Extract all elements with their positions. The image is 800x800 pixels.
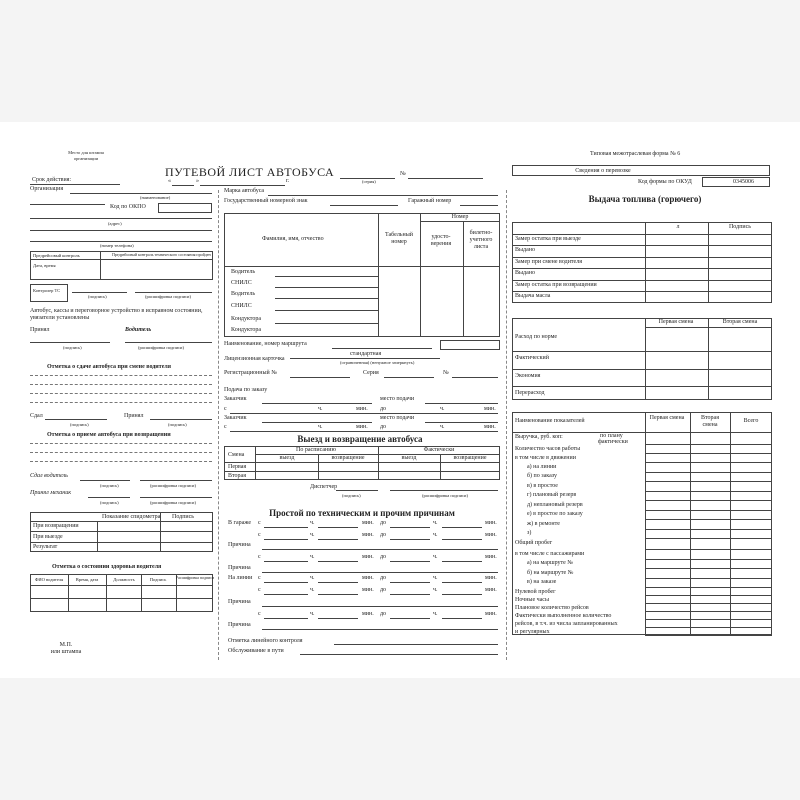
indicators-row-line bbox=[645, 453, 772, 454]
order-min-3: мин. bbox=[356, 424, 368, 430]
form-title: ПУТЕВОЙ ЛИСТ АВТОБУСА bbox=[165, 165, 335, 179]
indicators-row-line bbox=[645, 472, 772, 473]
idle-min-line bbox=[442, 582, 482, 583]
indicators-row-label: б) по заказу bbox=[527, 473, 558, 479]
idle-time-part: мин. bbox=[485, 587, 497, 593]
dispatcher-decoding-caption: (расшифровка подписи) bbox=[422, 493, 468, 498]
accepted-label: Принял bbox=[30, 327, 50, 333]
idle-row-label: Причина bbox=[228, 599, 251, 605]
idle-hour-line bbox=[264, 582, 308, 583]
validity-close-quote: » bbox=[196, 178, 199, 184]
idle-hour-line bbox=[390, 594, 430, 595]
exit-fact-out: выезд bbox=[401, 455, 417, 461]
idle-time-part: ч. bbox=[310, 554, 315, 560]
idle-reason-line bbox=[262, 572, 498, 573]
crew-col-cert: удосто-верения bbox=[430, 234, 452, 247]
handover-title: Отметка о сдаче автобуса при смене водителя bbox=[47, 364, 171, 370]
health-title: Отметка о состоянии здоровья водителя bbox=[52, 564, 162, 570]
indicators-row-line bbox=[645, 559, 772, 560]
indicators-row-line bbox=[645, 619, 772, 620]
accepted-mechanic-label: Принял механик bbox=[30, 490, 71, 496]
idle-min-line bbox=[318, 594, 358, 595]
idle-hour-line bbox=[264, 539, 308, 540]
indicators-row-label: д) неплановый резерв bbox=[527, 501, 583, 508]
state-number-label: Государственный номерной знак bbox=[224, 198, 308, 204]
indicators-row-label: в) на заказе bbox=[527, 579, 557, 585]
revenue-plan-label: по плану bbox=[600, 432, 623, 439]
idle-min-line bbox=[318, 561, 358, 562]
idle-time-part: с bbox=[258, 587, 261, 593]
indicators-row-label: б) на маршруте № bbox=[527, 569, 574, 576]
org-name-caption: (наименование) bbox=[140, 195, 171, 200]
indicators-row-line bbox=[645, 587, 772, 588]
idle-min-line bbox=[318, 582, 358, 583]
license-label: Лицензионная карточка bbox=[224, 356, 285, 362]
crew-row-conductor-1: Кондуктора bbox=[231, 316, 262, 322]
exit-sched-out: выезд bbox=[279, 455, 295, 461]
reg-num-label: Регистрационный № bbox=[224, 370, 277, 376]
controller-box bbox=[30, 284, 68, 302]
idle-min-line bbox=[318, 539, 358, 540]
consumption-col-first: Первая смена bbox=[658, 319, 694, 325]
crew-row-driver-1: Водитель bbox=[231, 269, 256, 275]
indicators-row-line bbox=[645, 462, 772, 463]
indicators-row-label: а) на линии bbox=[527, 463, 557, 470]
idle-min-line bbox=[442, 539, 482, 540]
indicators-row-line bbox=[645, 491, 772, 492]
dispatcher-label: Диспетчер bbox=[310, 484, 338, 490]
idle-row-label: Причина bbox=[228, 565, 251, 571]
indicators-row-line bbox=[645, 578, 772, 579]
fuel-title: Выдача топлива (горючего) bbox=[588, 194, 702, 204]
health-col-position: Должность bbox=[113, 577, 135, 582]
accepted-signature-caption: (подпись) bbox=[63, 345, 82, 350]
handed-label: Сдал bbox=[30, 413, 43, 419]
validity-year: г. bbox=[286, 178, 290, 184]
indicators-row-label: в том числе в движении bbox=[515, 454, 576, 461]
idle-reason-line bbox=[262, 606, 498, 607]
revenue-fact-label: фактически bbox=[598, 439, 628, 445]
reg-series-label: Серия bbox=[363, 370, 379, 376]
order-hour-2: ч. bbox=[440, 406, 445, 412]
fuel-row-line bbox=[512, 268, 772, 269]
okud-label: Код формы по ОКУД bbox=[638, 179, 692, 185]
exit-col-shift: Смена bbox=[228, 452, 245, 458]
idle-hour-line bbox=[390, 539, 430, 540]
indicators-col-total: Всего bbox=[743, 418, 759, 424]
idle-time-part: с bbox=[258, 575, 261, 581]
crew-row-snils-2: СНИЛС bbox=[231, 303, 252, 309]
idle-time-part: до bbox=[380, 520, 387, 526]
indicators-row-label: и регулярных bbox=[515, 628, 550, 635]
idle-time-part: мин. bbox=[485, 554, 497, 560]
idle-time-part: ч. bbox=[310, 575, 315, 581]
idle-min-line bbox=[442, 561, 482, 562]
idle-hour-line bbox=[390, 582, 430, 583]
idle-reason-line bbox=[262, 549, 498, 550]
fuel-row-line bbox=[512, 257, 772, 258]
dispatcher-signature-caption: (подпись) bbox=[342, 493, 361, 498]
fuel-row-line bbox=[512, 280, 772, 281]
idle-min-line bbox=[318, 618, 358, 619]
order-hour-1: ч. bbox=[318, 406, 323, 412]
linear-control-label: Отметка линейного контроля bbox=[228, 638, 303, 644]
idle-time-part: мин. bbox=[362, 575, 374, 581]
order-to-2: до bbox=[380, 424, 387, 430]
indicators-row-label: Фактически выполненное количество bbox=[515, 612, 612, 619]
order-to-1: до bbox=[380, 406, 387, 412]
order-hour-4: ч. bbox=[440, 424, 445, 430]
indicators-row-line bbox=[645, 611, 772, 612]
accepted2-label: Принял bbox=[124, 413, 144, 419]
indicators-row-label: а) на маршруте № bbox=[527, 560, 574, 566]
okpo-label: Код по ОКПО bbox=[110, 204, 146, 210]
indicators-row-label: з) bbox=[527, 530, 532, 536]
idle-time-part: ч. bbox=[433, 587, 438, 593]
consumption-col-second: Вторая смена bbox=[722, 319, 758, 325]
fuel-row-label: Выдано bbox=[515, 270, 535, 276]
bus-ok-text: Автобус, кассы и переговорное устройство в исправном состоянии, увязатели установлены bbox=[30, 308, 203, 321]
pretrip-label: Предрейсовый контроль bbox=[33, 253, 80, 258]
indicators-row-line bbox=[645, 549, 772, 550]
order-from-1: с bbox=[224, 406, 227, 412]
speedo-header: Показание спидометра bbox=[102, 514, 161, 520]
consumption-row-label: Фактический bbox=[515, 355, 549, 361]
indicators-row-line bbox=[645, 529, 772, 530]
fuel-row-label: Выдано bbox=[515, 247, 535, 253]
indicators-col-first: Первая смена bbox=[649, 415, 685, 421]
idle-hour-line bbox=[264, 618, 308, 619]
mp-label: М.П. bbox=[59, 642, 73, 648]
controller-signature-caption: (подпись) bbox=[88, 294, 107, 299]
indicators-col-second: Вторая смена bbox=[701, 415, 719, 428]
route-label: Наименование, номер маршрута bbox=[224, 341, 307, 347]
indicators-row-label: Общий пробег bbox=[515, 539, 553, 546]
organization-label: Организация bbox=[30, 186, 64, 192]
customer-label-1: Заказчик bbox=[224, 396, 247, 402]
fuel-row-label: Выдача масла bbox=[515, 293, 551, 299]
garage-number-label: Гаражный номер bbox=[408, 198, 452, 204]
exit-row-second: Вторая bbox=[228, 473, 246, 479]
consumption-col-line bbox=[645, 318, 646, 400]
fuel-col-liters: л bbox=[676, 224, 680, 230]
okud-code-box bbox=[702, 177, 770, 187]
idle-time-part: до bbox=[380, 554, 387, 560]
idle-time-part: ч. bbox=[433, 554, 438, 560]
handed-signature-caption: (подпись) bbox=[70, 422, 89, 427]
indicators-row-line bbox=[645, 481, 772, 482]
idle-time-part: ч. bbox=[433, 520, 438, 526]
return-title: Отметка о приеме автобуса при возвращении bbox=[47, 432, 171, 438]
idle-time-part: до bbox=[380, 611, 387, 617]
driver-label: Водитель bbox=[125, 327, 152, 333]
indicators-row-label: е) в простое по заказу bbox=[527, 511, 583, 517]
idle-time-part: с bbox=[258, 532, 261, 538]
idle-time-part: мин. bbox=[362, 554, 374, 560]
indicators-row-label: в) в простое bbox=[527, 482, 558, 489]
validity-open-quote: « bbox=[168, 178, 171, 184]
series-caption: (серия) bbox=[362, 179, 376, 184]
driver-return-decoding-caption: (расшифровка подписи) bbox=[150, 483, 196, 488]
idle-time-part: мин. bbox=[362, 532, 374, 538]
idle-time-part: ч. bbox=[310, 520, 315, 526]
indicators-col-line bbox=[645, 412, 646, 635]
idle-min-line bbox=[442, 527, 482, 528]
indicators-row-label: Нулевой пробег bbox=[515, 588, 556, 595]
health-col-decoding: Расшифровка подписи bbox=[175, 575, 215, 580]
idle-time-part: мин. bbox=[362, 587, 374, 593]
license-standard: стандартная bbox=[350, 351, 382, 357]
stamp-place-label-2: организации bbox=[73, 156, 99, 161]
idle-time-part: ч. bbox=[310, 587, 315, 593]
indicators-row-label: ж) в ремонте bbox=[527, 520, 560, 527]
indicators-row-line bbox=[645, 603, 772, 604]
idle-time-part: до bbox=[380, 587, 387, 593]
order-min-1: мин. bbox=[356, 406, 368, 412]
fuel-row-label: Замер остатка при выезде bbox=[515, 235, 581, 242]
exit-sched-return: возвращение bbox=[331, 455, 365, 461]
idle-time-part: с bbox=[258, 611, 261, 617]
idle-row-label: Причина bbox=[228, 622, 251, 628]
waybill-form bbox=[0, 122, 800, 678]
indicators-row-line bbox=[645, 538, 772, 539]
driver-return-signature-caption: (подпись) bbox=[100, 483, 119, 488]
consumption-row-label: Расход по норме bbox=[515, 334, 558, 340]
consumption-row-line bbox=[512, 369, 772, 370]
idle-hour-line bbox=[390, 561, 430, 562]
license-limited: (ограниченная) (ненужное зачеркнуть) bbox=[340, 360, 415, 365]
crew-row-conductor-2: Кондуктора bbox=[231, 327, 262, 333]
stamp-label: или штампа bbox=[50, 649, 82, 655]
exit-col-schedule: По расписанию bbox=[296, 447, 336, 453]
idle-time-part: мин. bbox=[485, 532, 497, 538]
consumption-row-line bbox=[512, 351, 772, 352]
form-type: Типовая межотраслевая форма № 6 bbox=[590, 151, 681, 157]
idle-min-line bbox=[442, 618, 482, 619]
validity-label: Срок действия: bbox=[32, 177, 72, 183]
idle-time-part: ч. bbox=[310, 532, 315, 538]
crew-col-tab: Табельный номер bbox=[385, 232, 413, 245]
indicators-col-line bbox=[730, 412, 731, 635]
idle-row-label: На линии bbox=[228, 575, 253, 581]
health-col-fio: ФИО водителя bbox=[34, 577, 64, 582]
crew-row-driver-2: Водитель bbox=[231, 291, 256, 297]
carrier-info-box[interactable] bbox=[512, 165, 770, 176]
accepted2-signature-caption: (подпись) bbox=[168, 422, 187, 427]
indicators-row-label: в том числе с пассажирами bbox=[515, 550, 585, 557]
okpo-box[interactable] bbox=[158, 203, 212, 213]
idle-time-part: мин. bbox=[362, 520, 374, 526]
indicators-row-line bbox=[645, 500, 772, 501]
place-label-2: место подачи bbox=[380, 415, 415, 421]
order-from-2: с bbox=[224, 424, 227, 430]
idle-time-part: ч. bbox=[433, 611, 438, 617]
idle-hour-line bbox=[390, 618, 430, 619]
idle-row-label: В гараже bbox=[228, 520, 252, 526]
crew-col-ticket: билетно-учетного листа bbox=[469, 230, 493, 250]
date-time-label: Дата, время bbox=[33, 263, 56, 268]
consumption-header-line bbox=[645, 327, 772, 328]
idle-hour-line bbox=[390, 527, 430, 528]
controller-label: Контролер ТС bbox=[33, 288, 61, 293]
fuel-row-line bbox=[512, 291, 772, 292]
indicators-row-line bbox=[645, 444, 772, 445]
handed-driver-label: Сдал водитель bbox=[30, 473, 68, 479]
idle-time-part: до bbox=[380, 532, 387, 538]
indicators-row-line bbox=[645, 627, 772, 628]
idle-hour-line bbox=[264, 594, 308, 595]
idle-time-part: мин. bbox=[362, 611, 374, 617]
speedo-row-return: При возвращении bbox=[33, 523, 79, 529]
fuel-row-label: Замер при смене водителя bbox=[515, 258, 582, 265]
idle-min-line bbox=[318, 527, 358, 528]
indicators-row-label: рейсов, в т.ч. из числа запланированных bbox=[515, 620, 618, 627]
indicators-col-line bbox=[690, 412, 691, 635]
indicators-row-label: г) плановый резерв bbox=[527, 492, 577, 498]
idle-time-part: ч. bbox=[433, 532, 438, 538]
place-label-1: место подачи bbox=[380, 396, 415, 402]
indicators-row-label: Ночные часы bbox=[515, 596, 549, 603]
idle-min-line bbox=[442, 594, 482, 595]
idle-hour-line bbox=[264, 561, 308, 562]
carrier-info-label: Сведения о перевозке bbox=[575, 168, 631, 174]
speedo-row-result: Результат bbox=[33, 544, 58, 550]
indicators-row-line bbox=[645, 510, 772, 511]
bus-brand-label: Марка автобуса bbox=[224, 188, 265, 194]
fuel-col-signature: Подпись bbox=[728, 224, 752, 230]
fuel-row-line bbox=[512, 234, 772, 235]
indicators-row-line bbox=[645, 568, 772, 569]
indicators-row-label: Выручка, руб. коп: bbox=[515, 433, 563, 440]
idle-hour-line bbox=[264, 527, 308, 528]
fuel-row-label: Замер остатка при возвращении bbox=[515, 281, 597, 288]
customer-label-2: Заказчик bbox=[224, 415, 247, 421]
idle-row-label: Причина bbox=[228, 542, 251, 548]
idle-title: Простой по техническим и прочим причинам bbox=[269, 508, 455, 518]
health-col-signature: Подпись bbox=[149, 577, 167, 582]
accepted-decoding-caption: (расшифровка подписи) bbox=[138, 345, 184, 350]
indicators-row-label: Количество часов работы bbox=[515, 445, 581, 452]
idle-reason-line bbox=[262, 629, 498, 630]
road-service-label: Обслуживание в пути bbox=[228, 648, 284, 654]
consumption-col-line bbox=[708, 318, 709, 400]
reg-num-sign: № bbox=[443, 370, 449, 376]
fuel-row-line bbox=[512, 245, 772, 246]
crew-col-number: Номер bbox=[451, 214, 469, 220]
route-number-box[interactable] bbox=[440, 340, 500, 350]
indicators-row-line bbox=[645, 519, 772, 520]
indicators-col-name: Наименование показателей bbox=[515, 418, 585, 424]
exit-row-first: Первая bbox=[228, 464, 247, 470]
idle-time-part: ч. bbox=[310, 611, 315, 617]
address-caption: (адрес) bbox=[108, 221, 122, 226]
exit-col-fact: Фактически bbox=[423, 447, 455, 453]
consumption-row-line bbox=[512, 386, 772, 387]
idle-time-part: мин. bbox=[485, 611, 497, 617]
pretech-label: Предрейсовый контроль технического состояния пройден bbox=[112, 252, 211, 257]
controller-decoding-caption: (расшифровка подписи) bbox=[145, 294, 191, 299]
exit-fact-return: возвращение bbox=[453, 455, 487, 461]
number-sign: № bbox=[400, 171, 406, 177]
idle-time-part: мин. bbox=[485, 520, 497, 526]
okud-code: 0345006 bbox=[733, 179, 754, 185]
exit-title: Выезд и возвращение автобуса bbox=[297, 434, 423, 444]
health-col-time: Время, дата bbox=[75, 577, 99, 582]
phone-caption: (номер телефона) bbox=[100, 243, 134, 248]
consumption-table-box bbox=[512, 318, 772, 400]
mechanic-decoding-caption: (расшифровка подписи) bbox=[150, 500, 196, 505]
speedo-row-exit: При выезде bbox=[33, 534, 63, 540]
consumption-row-label: Экономия bbox=[515, 373, 541, 379]
idle-time-part: ч. bbox=[433, 575, 438, 581]
crew-table bbox=[224, 213, 500, 337]
indicators-row-line bbox=[645, 635, 772, 636]
crew-row-snils-1: СНИЛС bbox=[231, 280, 252, 286]
order-hour-3: ч. bbox=[318, 424, 323, 430]
idle-time-part: мин. bbox=[485, 575, 497, 581]
idle-time-part: с bbox=[258, 554, 261, 560]
speedo-signature-header: Подпись bbox=[172, 514, 195, 520]
consumption-row-label: Перерасход bbox=[515, 390, 545, 396]
indicators-row-label: Плановое количество рейсов bbox=[515, 604, 589, 611]
indicators-row-line bbox=[645, 595, 772, 596]
idle-time-part: с bbox=[258, 520, 261, 526]
crew-col-name: Фамилия, имя, отчество bbox=[262, 236, 324, 242]
idle-time-part: до bbox=[380, 575, 387, 581]
order-min-4: мин. bbox=[484, 424, 496, 430]
stamp-place-label: Место для штампа bbox=[68, 150, 104, 155]
order-min-2: мин. bbox=[484, 406, 496, 412]
mechanic-signature-caption: (подпись) bbox=[100, 500, 119, 505]
exit-table bbox=[224, 446, 500, 480]
order-label: Подача по заказу bbox=[224, 387, 268, 393]
